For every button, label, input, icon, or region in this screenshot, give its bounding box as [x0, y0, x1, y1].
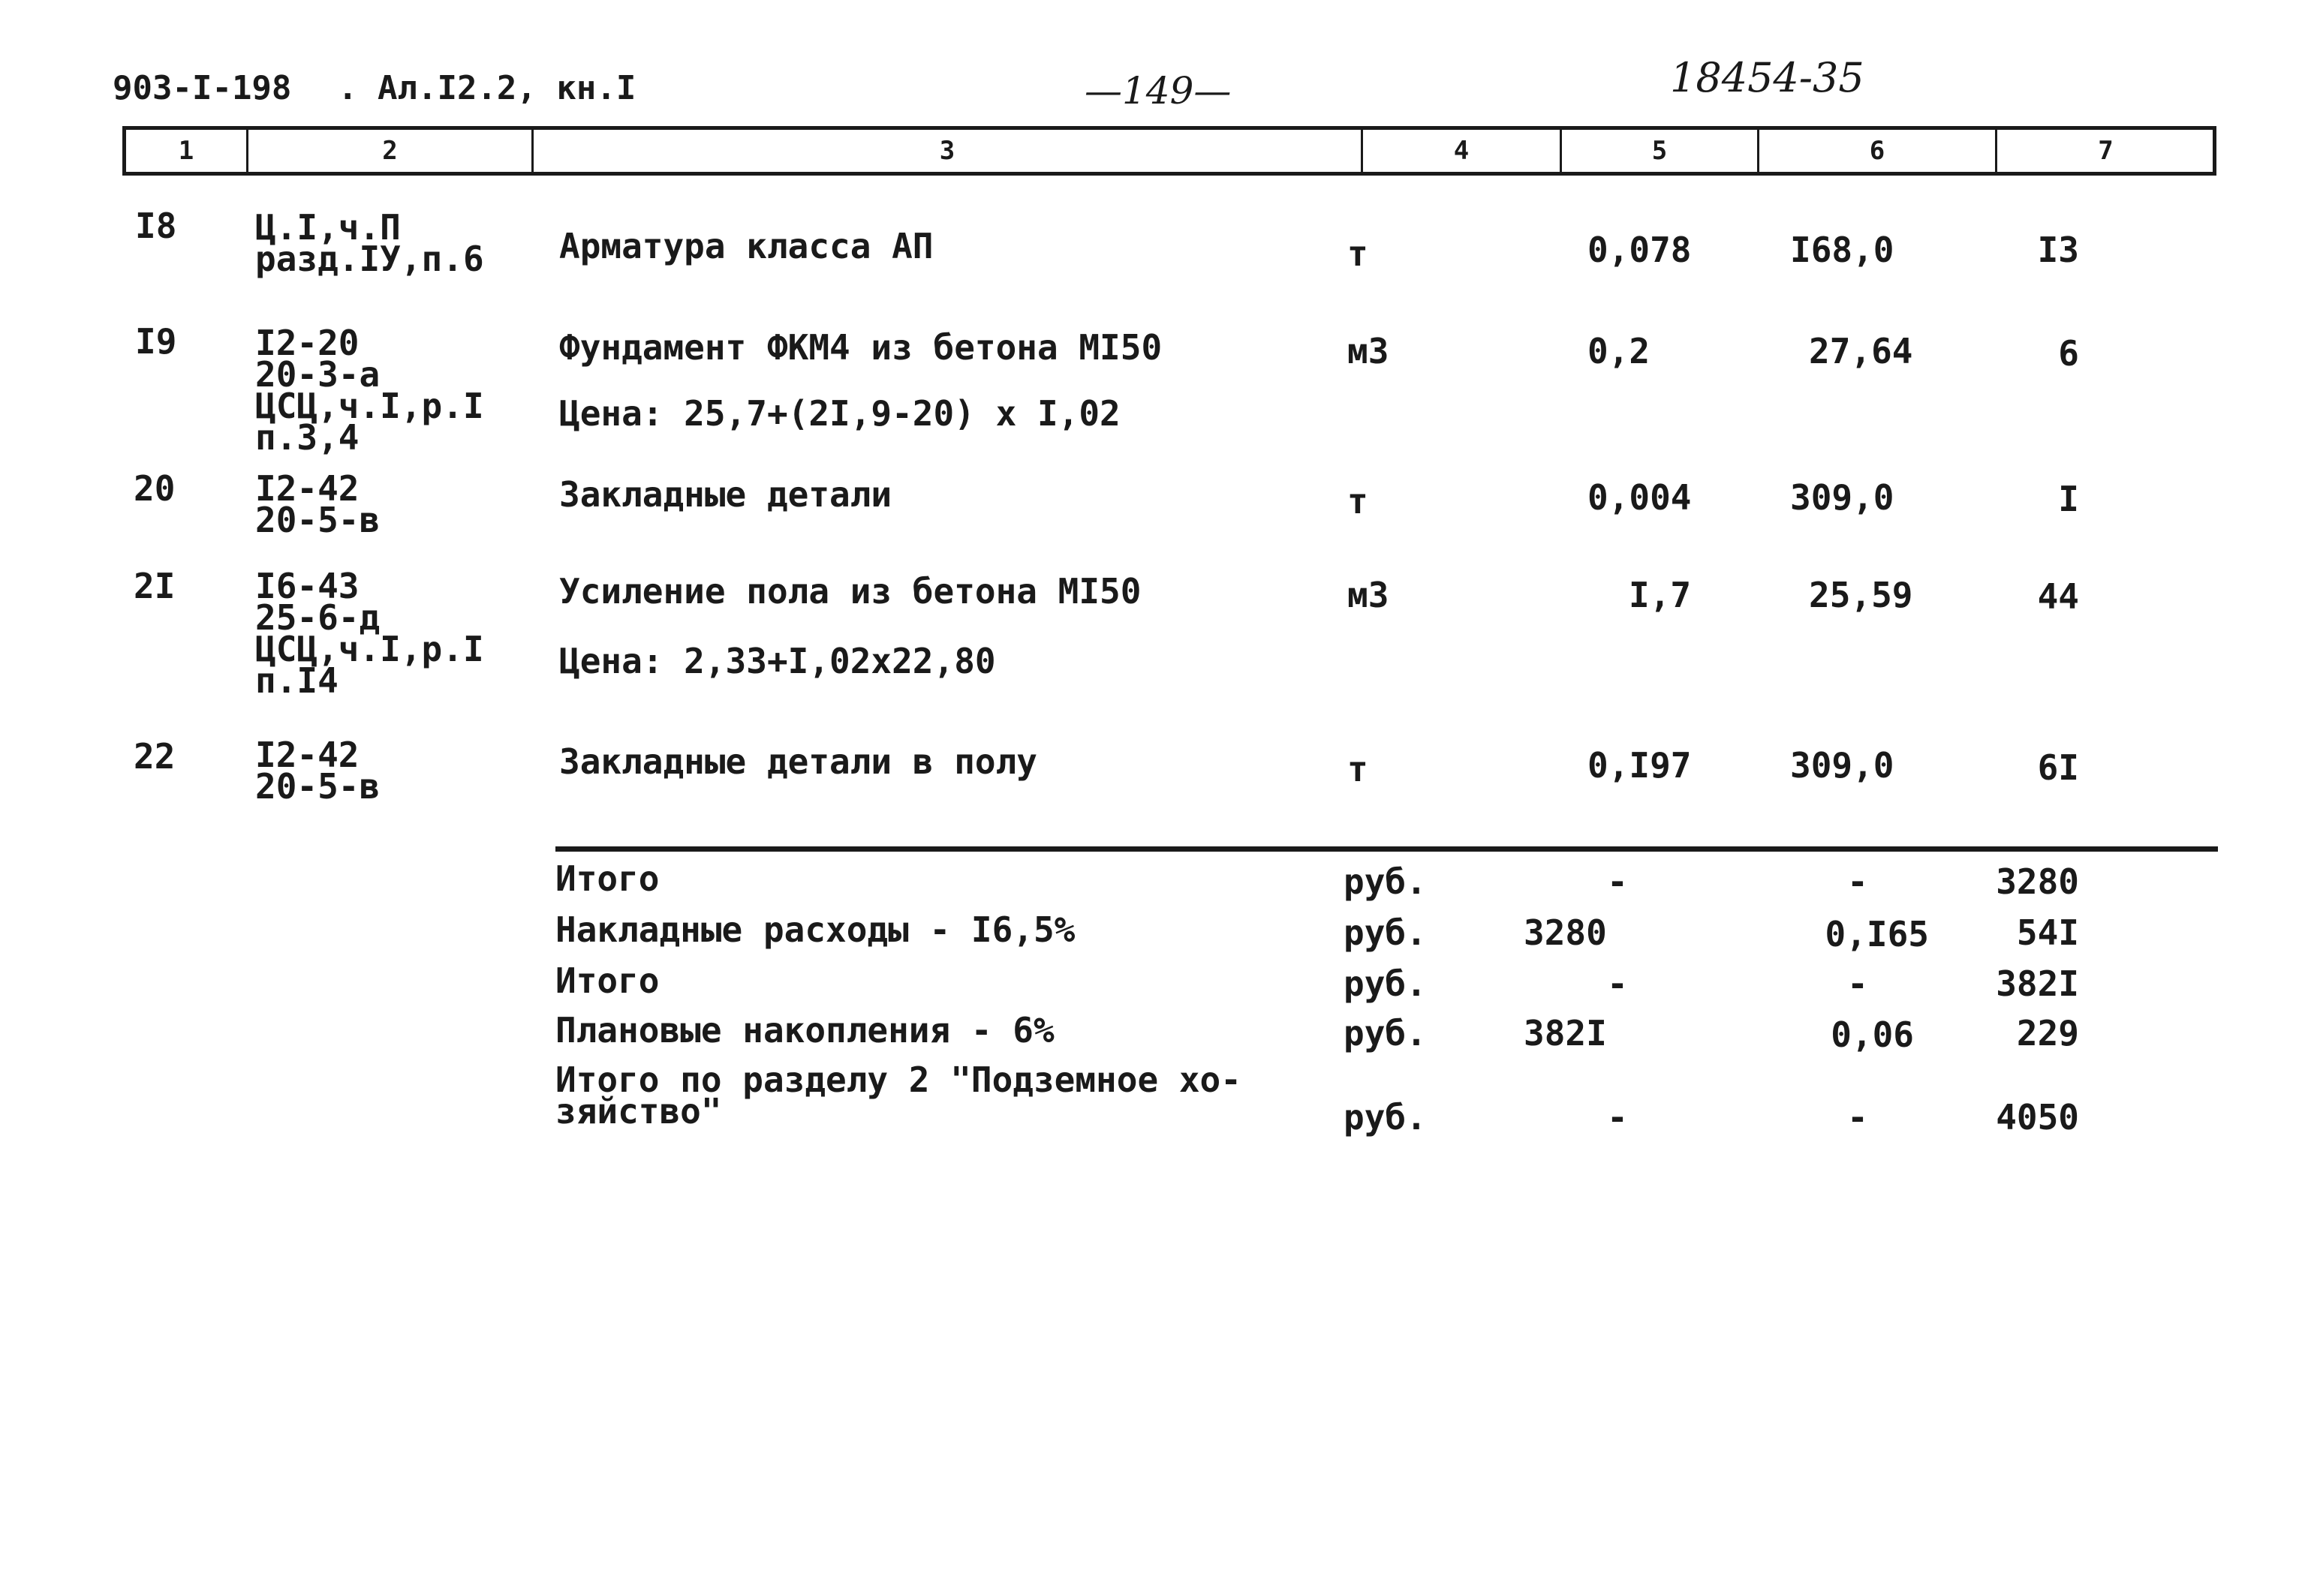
- summary-unit: руб.: [1344, 1013, 1427, 1053]
- total-cost: 6: [2058, 333, 2079, 374]
- column-header: 1: [178, 136, 194, 166]
- price-reference: I6-43 25-6-д ЦСЦ,ч.I,р.I п.I4: [255, 566, 484, 701]
- quantity: 0,2: [1587, 331, 1651, 371]
- summary-label: Итого: [555, 960, 660, 1001]
- summary-unit: руб.: [1344, 963, 1427, 1004]
- total-cost: 6I: [2037, 747, 2079, 788]
- summary-base: -: [1607, 1097, 1628, 1138]
- handwritten-registration-number: 18454-35: [1670, 54, 1864, 101]
- unit-price: 309,0: [1790, 745, 1894, 786]
- quantity: I,7: [1629, 575, 1692, 615]
- summary-rate: 0,I65: [1825, 914, 1929, 954]
- summary-total: 229: [2016, 1013, 2079, 1053]
- item-name: Закладные детали: [559, 474, 892, 515]
- total-cost: I: [2058, 479, 2079, 519]
- summary-total: 382I: [1996, 963, 2079, 1004]
- summary-base: -: [1607, 963, 1628, 1004]
- unit-price: 27,64: [1809, 331, 1913, 371]
- price-reference: I2-20 20-3-а ЦСЦ,ч.I,р.I п.3,4: [255, 323, 484, 458]
- unit: т: [1347, 481, 1368, 521]
- summary-label: Итого: [555, 858, 660, 899]
- page-number: —149—: [1085, 69, 1232, 113]
- summary-unit: руб.: [1344, 912, 1427, 953]
- unit: м3: [1347, 331, 1389, 371]
- summary-rate: -: [1847, 1097, 1868, 1138]
- summary-base: 3280: [1524, 912, 1607, 953]
- price-reference: Ц.I,ч.П разд.IУ,п.6: [255, 207, 484, 279]
- unit-price: I68,0: [1790, 230, 1894, 270]
- summary-rate: -: [1847, 963, 1868, 1004]
- album-reference: . Ал.I2.2, кн.I: [338, 69, 636, 107]
- summary-rate: -: [1847, 861, 1868, 902]
- row-number: 2I: [134, 566, 176, 606]
- summary-unit: руб.: [1344, 1097, 1427, 1138]
- row-number: I8: [135, 206, 177, 246]
- document-code: 903-I-198: [113, 69, 292, 107]
- price-calculation-note: Цена: 25,7+(2I,9-20) x I,02: [559, 393, 1121, 434]
- total-cost: I3: [2037, 230, 2079, 270]
- summary-label: Итого по разделу 2 "Подземное хо- зяйство": [555, 1059, 1241, 1132]
- column-header: 5: [1560, 130, 1757, 172]
- item-name: Фундамент ФКМ4 из бетона МI50: [559, 327, 1163, 368]
- row-number: I9: [135, 321, 177, 362]
- unit-price: 309,0: [1790, 477, 1894, 518]
- quantity: 0,078: [1587, 230, 1692, 270]
- summary-base: 382I: [1524, 1013, 1607, 1053]
- row-number: 20: [134, 468, 176, 509]
- totals-divider: [555, 846, 2218, 852]
- column-header: 2: [246, 130, 531, 172]
- summary-base: -: [1607, 861, 1628, 902]
- item-name: Закладные детали в полу: [559, 741, 1037, 782]
- column-header: 3: [531, 130, 1361, 172]
- unit: т: [1347, 749, 1368, 789]
- summary-rate: 0,06: [1831, 1014, 1914, 1055]
- unit: м3: [1347, 575, 1389, 615]
- row-number: 22: [134, 736, 176, 777]
- total-cost: 44: [2037, 576, 2079, 617]
- quantity: 0,I97: [1587, 745, 1692, 786]
- table-header: [122, 126, 2216, 176]
- item-name: Усиление пола из бетона МI50: [559, 571, 1142, 612]
- price-reference: I2-42 20-5-в: [255, 735, 381, 807]
- summary-label: Плановые накопления - 6%: [555, 1010, 1055, 1050]
- summary-total: 4050: [1996, 1097, 2079, 1138]
- column-header: 7: [1995, 130, 2214, 172]
- summary-unit: руб.: [1344, 861, 1427, 902]
- summary-total: 54I: [2016, 912, 2079, 953]
- summary-label: Накладные расходы - I6,5%: [555, 909, 1076, 950]
- unit-price: 25,59: [1809, 575, 1913, 615]
- price-reference: I2-42 20-5-в: [255, 468, 381, 540]
- quantity: 0,004: [1587, 477, 1692, 518]
- summary-total: 3280: [1996, 861, 2079, 902]
- column-header: 6: [1757, 130, 1995, 172]
- unit: т: [1347, 233, 1368, 274]
- item-name: Арматура классa АП: [559, 226, 934, 266]
- price-calculation-note: Цена: 2,33+I,02x22,80: [559, 641, 996, 681]
- column-header: 4: [1361, 130, 1560, 172]
